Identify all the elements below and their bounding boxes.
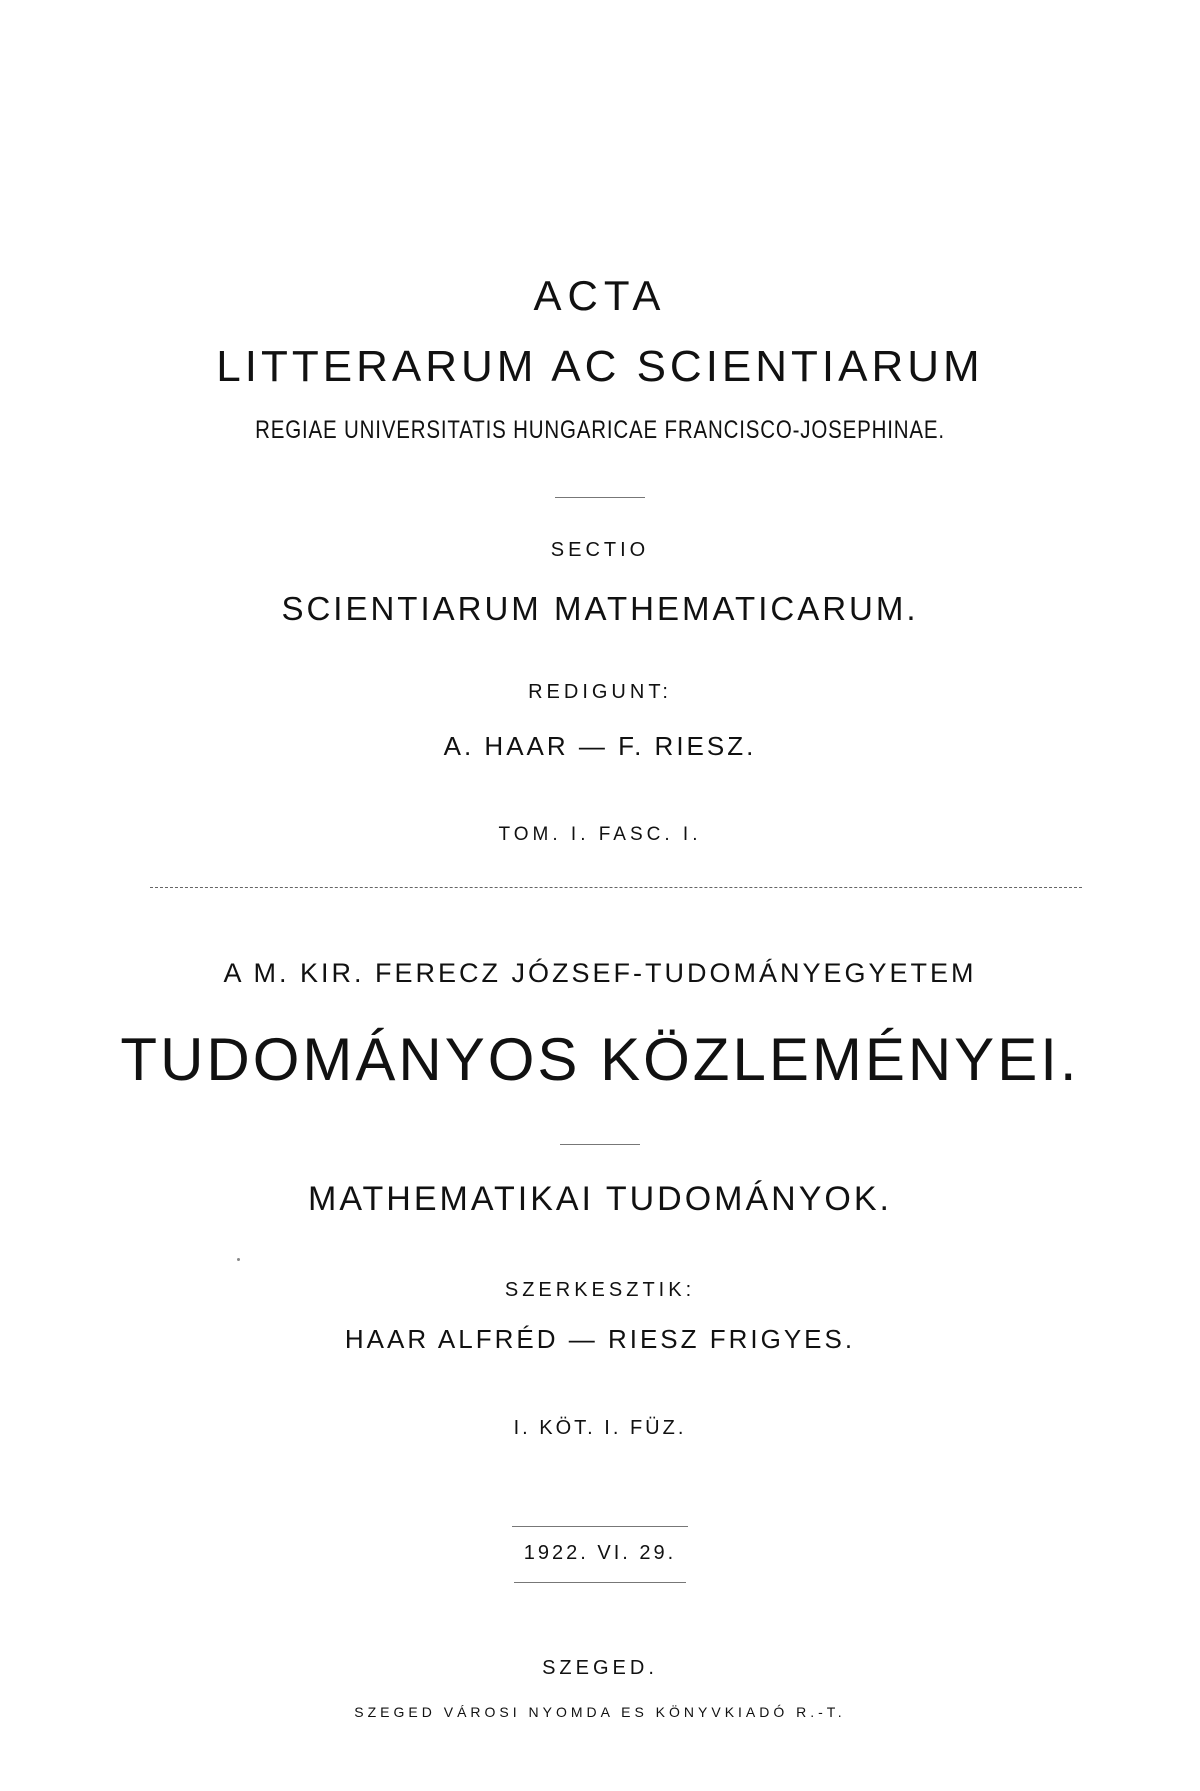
section-name: SCIENTIARUM MATHEMATICARUM. [281,590,919,627]
long-divider [150,887,1082,888]
section-label: SECTIO [550,539,650,561]
editors-label-hungarian: SZERKESZTIK: [504,1279,696,1301]
institution-line: REGIAE UNIVERSITATIS HUNGARICAE FRANCISCO-JOSEPHINAE. [255,416,945,444]
publication-date: 1922. VI. 29. [523,1542,677,1564]
imprint-city: SZEGED. [542,1657,658,1679]
journal-acta-heading: ACTA [533,272,667,319]
editors-names-hungarian: HAAR ALFRÉD — RIESZ FRIGYES. [344,1324,856,1354]
volume-latin: TOM. I. FASC. I. [498,824,702,845]
journal-title-hungarian: TUDOMÁNYOS KÖZLEMÉNYEI. [120,1026,1080,1093]
volume-hungarian: I. KÖT. I. FÜZ. [513,1417,687,1439]
imprint-printer: SZEGED VÁROSI NYOMDA ES KÖNYVKIADÓ R.-T. [354,1704,846,1720]
editors-names-latin: A. HAAR — F. RIESZ. [443,731,757,761]
date-rule-top [512,1526,688,1527]
short-divider-1 [555,497,645,498]
journal-title-line: LITTERARUM AC SCIENTIARUM [216,342,984,391]
date-rule-bottom [514,1582,686,1583]
short-divider-2 [560,1144,640,1145]
ink-speck [237,1258,240,1261]
subtitle-hungarian: MATHEMATIKAI TUDOMÁNYOK. [308,1180,892,1218]
editors-label-latin: REDIGUNT: [528,681,672,703]
university-line-hungarian: A M. KIR. FERECZ JÓZSEF-TUDOMÁNYEGYETEM [223,958,977,988]
